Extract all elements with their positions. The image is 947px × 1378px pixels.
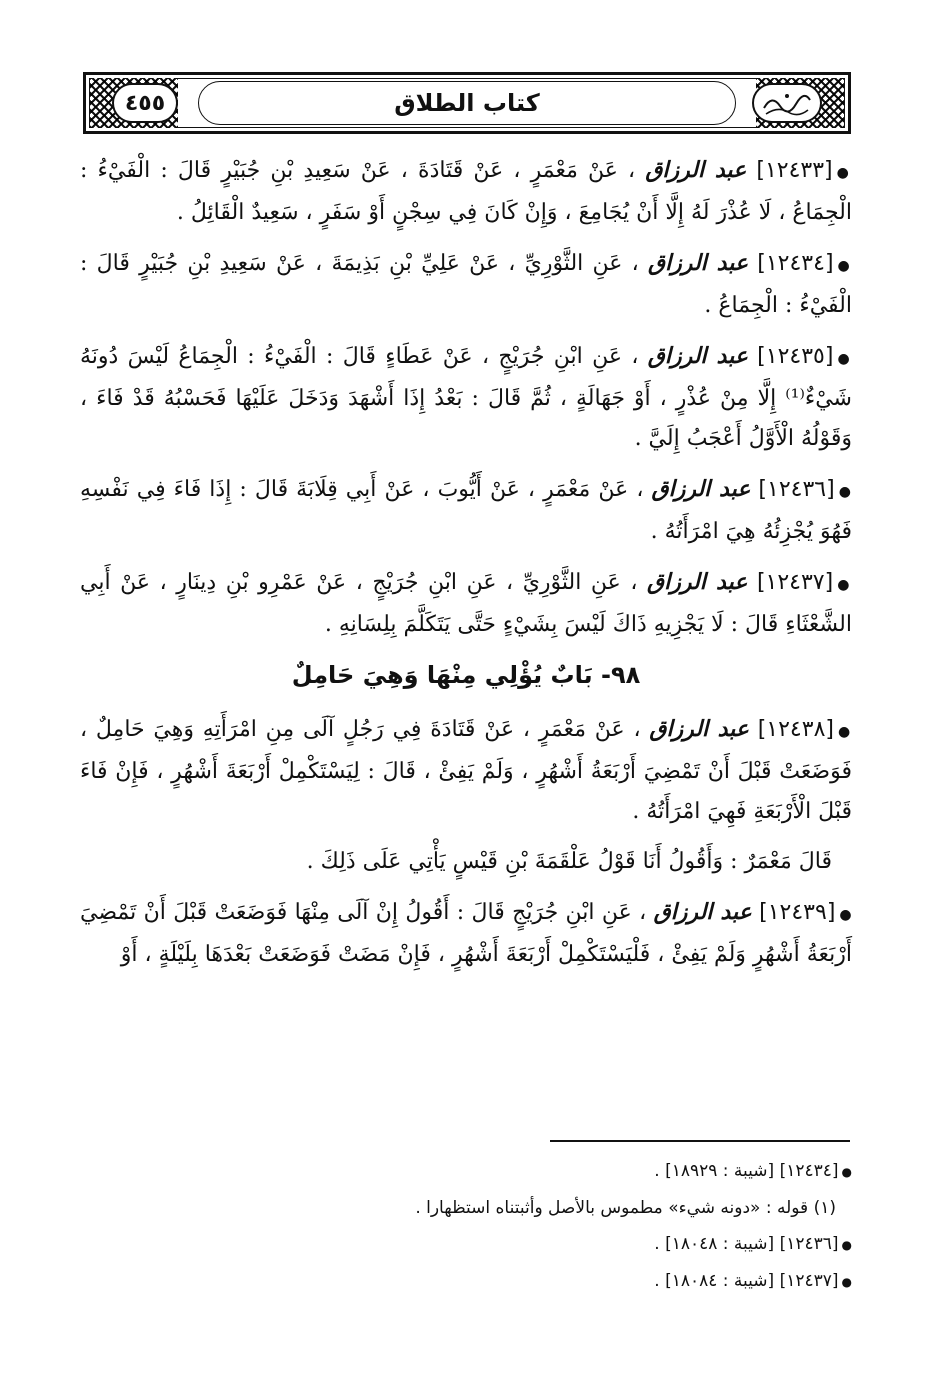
header-title-box <box>198 81 736 125</box>
entry-number: [١٢٤٣٥] <box>757 344 834 369</box>
entry-text: ، عَنِ ابْنِ جُرَيْجٍ قَالَ : أَقُولُ إِنْ آلَى مِنْهَا فَوَضَعَتْ قَبْلَ أَنْ تَمْضِيَ أَرْبَعَةُ أَشْهُرٍ وَلَمْ يَفِئْ ، فَلْيَسْتَكْمِلْ أَرْبَعَةَ أَشْهُرٍ ، فَإِنْ مَضَتْ فَوَضَعَتْ بَعْدَهَا بِلَيْلَةٍ ، أَوْ <box>80 900 852 967</box>
bullet-icon: ● <box>837 351 853 367</box>
hadith-entry <box>80 709 852 832</box>
hadith-entry <box>80 562 852 645</box>
entry-author: عبد الرزاق <box>645 157 747 183</box>
entry-text: ، عَنِ ابْنِ جُرَيْجٍ ، عَنْ عَطَاءٍ قَالَ : الْفَيْءُ : الْجِمَاعُ لَيْسَ دُونَهُ شَيْءٌ⁽¹⁾ إِلَّا مِنْ عُذْرٍ ، أَوْ جَهَالَةٍ ، ثُمَّ قَالَ : بَعْدُ إِذَا أَشْهَدَ وَدَخَلَ عَلَيْهَا فَحَسْبُهُ قَدْ فَاءَ ، وَقَوْلُهُ الْأَوَّلُ أَعْجَبُ إِلَيَّ . <box>80 344 852 451</box>
hadith-entry <box>80 336 852 459</box>
entry-author: عبد الرزاق <box>647 569 748 595</box>
entry-number: [١٢٤٣٧] <box>756 570 834 595</box>
entry-number: [١٢٤٣٩] <box>759 900 836 925</box>
footnote-item: ●[١٢٤٣٤] [شيبة : ١٨٩٢٩] . <box>654 1161 852 1181</box>
bullet-icon: ● <box>841 1165 852 1179</box>
entry-text: ، عَنْ مَعْمَرٍ ، عَنْ قَتَادَةَ فِي رَجُلٍ آلَى مِنِ امْرَأَتِهِ وَهِيَ حَامِلٌ ، فَوَضَعَتْ قَبْلَ أَنْ تَمْضِيَ أَرْبَعَةُ أَشْهُرٍ ، وَلَمْ يَفِئْ ، قَالَ : لِيَسْتَكْمِلْ أَرْبَعَةَ أَشْهُرٍ ، فَإِنْ فَاءَ قَبْلَ الْأَرْبَعَةِ فَهِيَ امْرَأَتُهُ . <box>80 717 852 824</box>
hadith-entry <box>80 150 852 233</box>
entry-author: عبد الرزاق <box>653 899 752 925</box>
entry-number: [١٢٤٣٣] <box>756 158 833 183</box>
bullet-icon: ● <box>838 484 852 500</box>
page-header <box>83 72 851 134</box>
entry-author: عبد الرزاق <box>648 250 748 276</box>
footnote-item: ●[١٢٤٣٦] [شيبة : ١٨٠٤٨] . <box>654 1234 852 1254</box>
entry-text: ، عَنِ الثَّوْرِيِّ ، عَنْ عَلِيِّ بْنِ بَذِيمَةَ ، عَنْ سَعِيدِ بْنِ جُبَيْرٍ قَالَ : الْفَيْءُ : الْجِمَاعُ . <box>80 251 852 318</box>
footnotes <box>80 1153 852 1300</box>
hadith-entry <box>80 469 852 552</box>
entry-number: [١٢٤٣٦] <box>758 477 835 502</box>
bullet-icon: ● <box>836 165 853 181</box>
hadith-entry <box>80 243 852 326</box>
entry-author: عبد الرزاق <box>651 476 751 502</box>
bullet-icon: ● <box>837 724 852 740</box>
entry-number: [١٢٤٣٤] <box>757 251 834 276</box>
main-text <box>80 150 852 985</box>
footnote-divider <box>550 1140 850 1142</box>
bullet-icon: ● <box>841 1238 852 1252</box>
book-seal-logo <box>752 83 822 123</box>
bullet-icon: ● <box>837 258 853 274</box>
entry-author: عبد الرزاق <box>647 343 748 369</box>
footnote-item: ●[١٢٤٣٧] [شيبة : ١٨٠٨٤] . <box>654 1271 852 1291</box>
entry-text: ، عَنْ مَعْمَرٍ ، عَنْ قَتَادَةَ ، عَنْ سَعِيدِ بْنِ جُبَيْرٍ قَالَ : الْفَيْءُ : الْجِمَاعُ ، لَا عُذْرَ لَهُ إِلَّا أَنْ يُجَامِعَ ، وَإِنْ كَانَ فِي سِجْنٍ أَوْ سَفَرٍ ، سَعِيدٌ الْقَائِلُ . <box>80 158 852 225</box>
bullet-icon: ● <box>839 907 852 923</box>
entry-author: عبد الرزاق <box>649 716 749 742</box>
bullet-icon: ● <box>837 577 853 593</box>
seal-icon <box>758 88 816 118</box>
bullet-icon: ● <box>841 1275 852 1289</box>
entry-number: [١٢٤٣٨] <box>757 717 834 742</box>
editor-note: قَالَ مَعْمَرٌ : وَأَقُولُ أَنَا قَوْلُ عَلْقَمَةَ بْنِ قَيْسٍ يَأْتِي عَلَى ذَلِكَ . <box>306 849 832 874</box>
chapter-heading: ٩٨- بَابٌ يُؤْلِي مِنْهَا وَهِيَ حَامِلٌ <box>291 661 641 689</box>
page-number: ٤٥٥ <box>112 83 178 123</box>
entry-text: ، عَنِ الثَّوْرِيِّ ، عَنِ ابْنِ جُرَيْجٍ ، عَنْ عَمْرِو بْنِ دِينَارٍ ، عَنْ أَبِي الشَّعْثَاءِ قَالَ : لَا يَجْزِيهِ ذَاكَ لَيْسَ بِشَيْءٍ حَتَّى يَتَكَلَّمَ بِلِسَانِهِ . <box>80 570 852 637</box>
entry-text: ، عَنْ مَعْمَرٍ ، عَنْ أَيُّوبَ ، عَنْ أَبِي قِلَابَةَ قَالَ : إِذَا فَاءَ فِي نَفْسِهِ فَهُوَ يُجْزِئُهُ هِيَ امْرَأَتُهُ . <box>80 477 852 544</box>
footnote-item: (١) قوله : «دونه شيء» مطموس بالأصل وأثبتناه استظهارا . <box>415 1198 836 1218</box>
hadith-entry <box>80 892 852 975</box>
book-title: كتاب الطلاق <box>394 89 540 117</box>
